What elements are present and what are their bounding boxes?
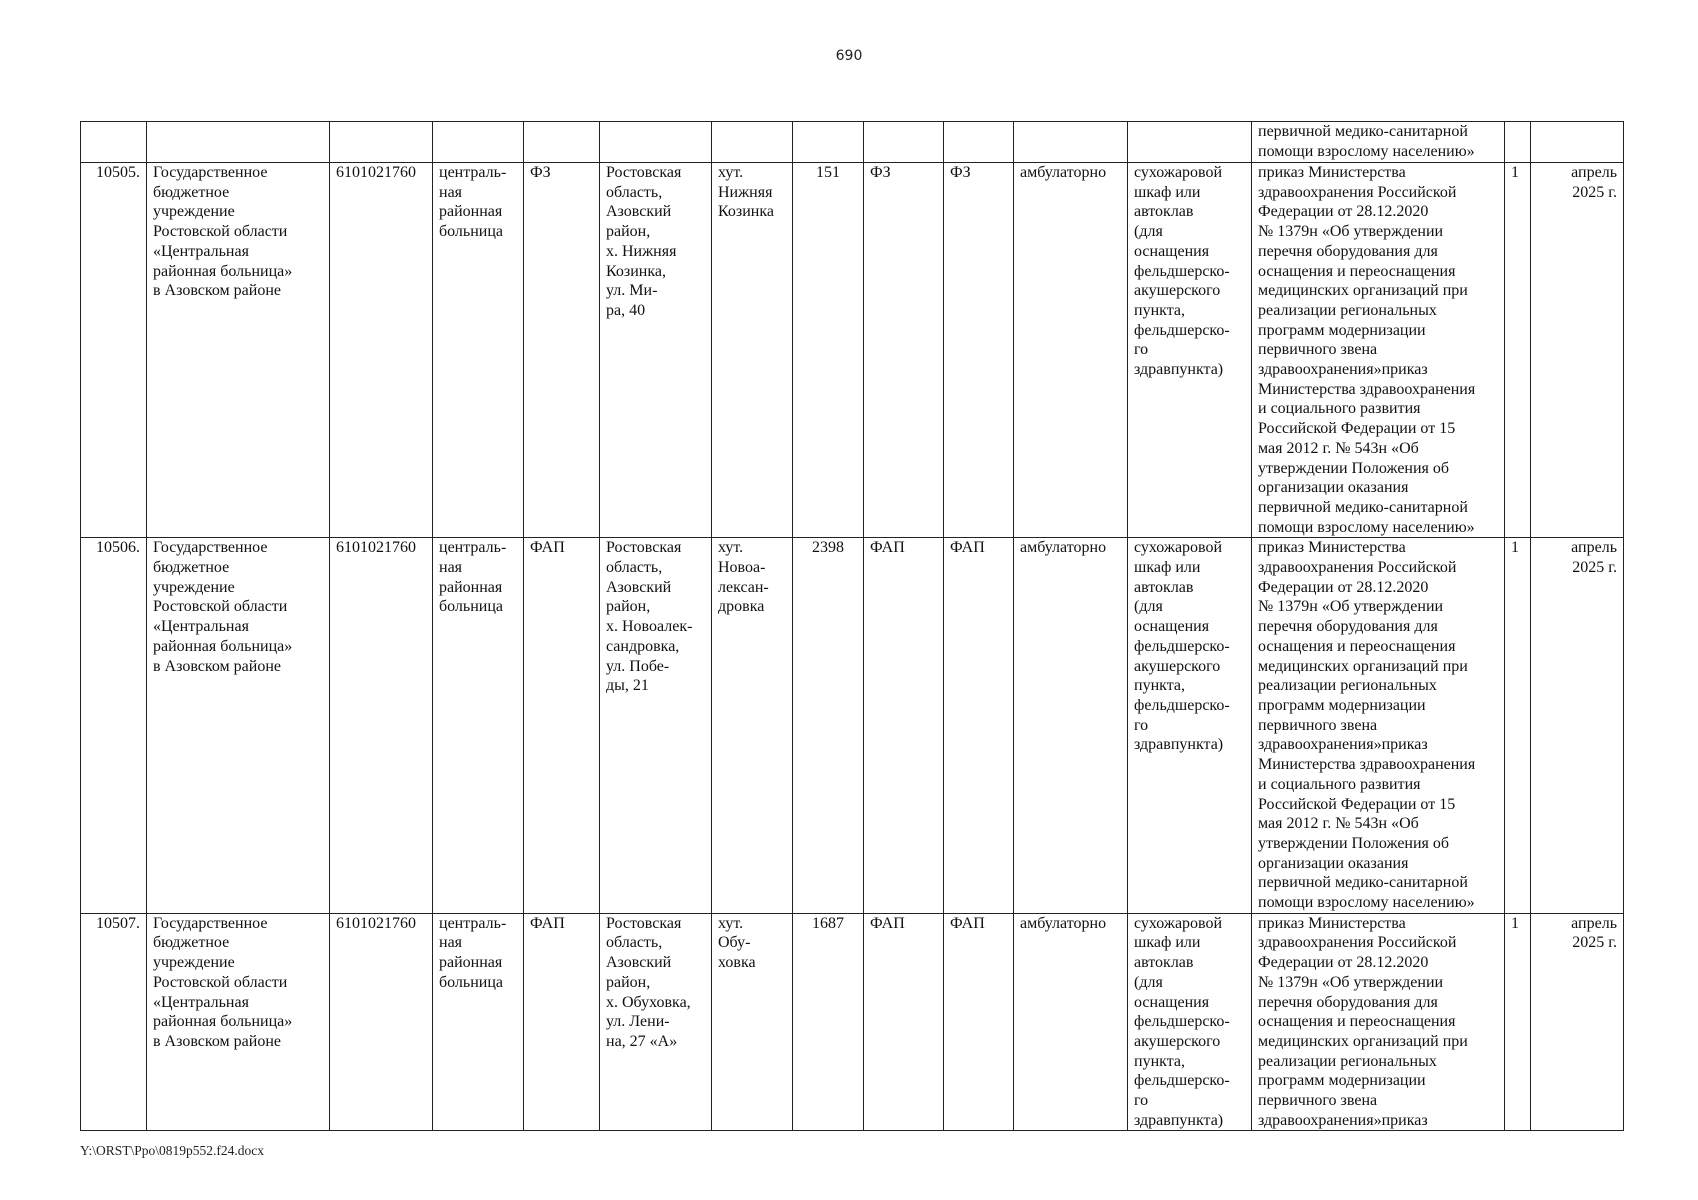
cell-inn: 6101021760 [330,913,433,1131]
cell-settlement: хут. Обу- ховка [712,913,793,1131]
cell-basis: приказ Министерства здравоохранения Российской Федерации от 28.12.2020 № 1379н «Об утверждении перечня оборудования для оснащения и переоснащения медицинских организаций при реализации региональных программ модернизации первичного звена здравоохранения»приказ [1252,913,1505,1131]
cell-care-form: амбулаторно [1014,163,1128,538]
cell-equipment: сухожаровой шкаф или автоклав (для оснащения фельдшерско- акушерского пункта, фельдшерско- го здравпункта) [1128,163,1252,538]
cell-org-type: централь- ная районная больница [433,538,524,913]
cell-unit: ФАП [524,913,600,1131]
cell-quantity: 1 [1505,538,1531,913]
table-row [81,163,1624,538]
cell-unit-type-2: ФАП [944,538,1014,913]
cell-unit: ФАП [524,538,600,913]
cell-settlement: хут. Нижняя Козинка [712,163,793,538]
cell-date: апрель 2025 г. [1531,163,1624,538]
cell-population: 1687 [793,913,864,1131]
cell-empty [712,122,793,163]
cell-unit-type: ФАП [864,913,944,1131]
cell-empty [944,122,1014,163]
cell-population: 151 [793,163,864,538]
cell-row-number: 10507. [81,913,147,1131]
cell-empty [524,122,600,163]
continuation-row [81,122,1624,163]
cell-empty [1014,122,1128,163]
cell-care-form: амбулаторно [1014,538,1128,913]
cell-equipment: сухожаровой шкаф или автоклав (для оснащения фельдшерско- акушерского пункта, фельдшерско- го здравпункта) [1128,913,1252,1131]
cell-empty [1505,122,1531,163]
cell-inn: 6101021760 [330,163,433,538]
cell-unit-type: ФЗ [864,163,944,538]
cell-empty [147,122,330,163]
cell-institution: Государственное бюджетное учреждение Ростовской области «Центральная районная больница» в Азовском районе [147,538,330,913]
cell-org-type: централь- ная районная больница [433,913,524,1131]
cell-basis: приказ Министерства здравоохранения Российской Федерации от 28.12.2020 № 1379н «Об утверждении перечня оборудования для оснащения и переоснащения медицинских организаций при реализации региональных программ модернизации первичного звена здравоохранения»приказ Министерства здравоохранения и социального развития Российской Федерации от 15 мая 2012 г. № 543н «Об утверждении Положения об организации оказания первичной медико-санитарной помощи взрослому населению» [1252,538,1505,913]
cell-empty [864,122,944,163]
cell-empty [81,122,147,163]
footer-file-path: Y:\ORST\Ppo\0819p552.f24.docx [80,1143,265,1158]
equipment-registry-table [80,121,1624,1131]
cell-quantity: 1 [1505,163,1531,538]
cell-empty [1531,122,1624,163]
cell-row-number: 10506. [81,538,147,913]
cell-unit-type-2: ФЗ [944,163,1014,538]
cell-empty [330,122,433,163]
cell-population: 2398 [793,538,864,913]
cell-settlement: хут. Новоа- лексан- дровка [712,538,793,913]
cell-address: Ростовская область, Азовский район, х. Новоалек- сандровка, ул. Побе- ды, 21 [600,538,712,913]
cell-basis-continuation: первичной медико-санитарной помощи взрослому населению» [1252,122,1505,163]
cell-care-form: амбулаторно [1014,913,1128,1131]
cell-unit-type-2: ФАП [944,913,1014,1131]
cell-org-type: централь- ная районная больница [433,163,524,538]
cell-unit-type: ФАП [864,538,944,913]
cell-quantity: 1 [1505,913,1531,1131]
cell-institution: Государственное бюджетное учреждение Ростовской области «Центральная районная больница» в Азовском районе [147,163,330,538]
cell-address: Ростовская область, Азовский район, х. Обуховка, ул. Лени- на, 27 «А» [600,913,712,1131]
cell-date: апрель 2025 г. [1531,913,1624,1131]
cell-empty [1128,122,1252,163]
cell-institution: Государственное бюджетное учреждение Ростовской области «Центральная районная больница» в Азовском районе [147,913,330,1131]
cell-empty [793,122,864,163]
cell-address: Ростовская область, Азовский район, х. Нижняя Козинка, ул. Ми- ра, 40 [600,163,712,538]
cell-inn: 6101021760 [330,538,433,913]
cell-unit: ФЗ [524,163,600,538]
cell-date: апрель 2025 г. [1531,538,1624,913]
cell-basis: приказ Министерства здравоохранения Российской Федерации от 28.12.2020 № 1379н «Об утверждении перечня оборудования для оснащения и переоснащения медицинских организаций при реализации региональных программ модернизации первичного звена здравоохранения»приказ Министерства здравоохранения и социального развития Российской Федерации от 15 мая 2012 г. № 543н «Об утверждении Положения об организации оказания первичной медико-санитарной помощи взрослому населению» [1252,163,1505,538]
cell-row-number: 10505. [81,163,147,538]
table-row [81,538,1624,913]
cell-empty [433,122,524,163]
cell-empty [600,122,712,163]
cell-equipment: сухожаровой шкаф или автоклав (для оснащения фельдшерско- акушерского пункта, фельдшерско- го здравпункта) [1128,538,1252,913]
page-number: 690 [835,48,863,64]
table-row [81,913,1624,1131]
